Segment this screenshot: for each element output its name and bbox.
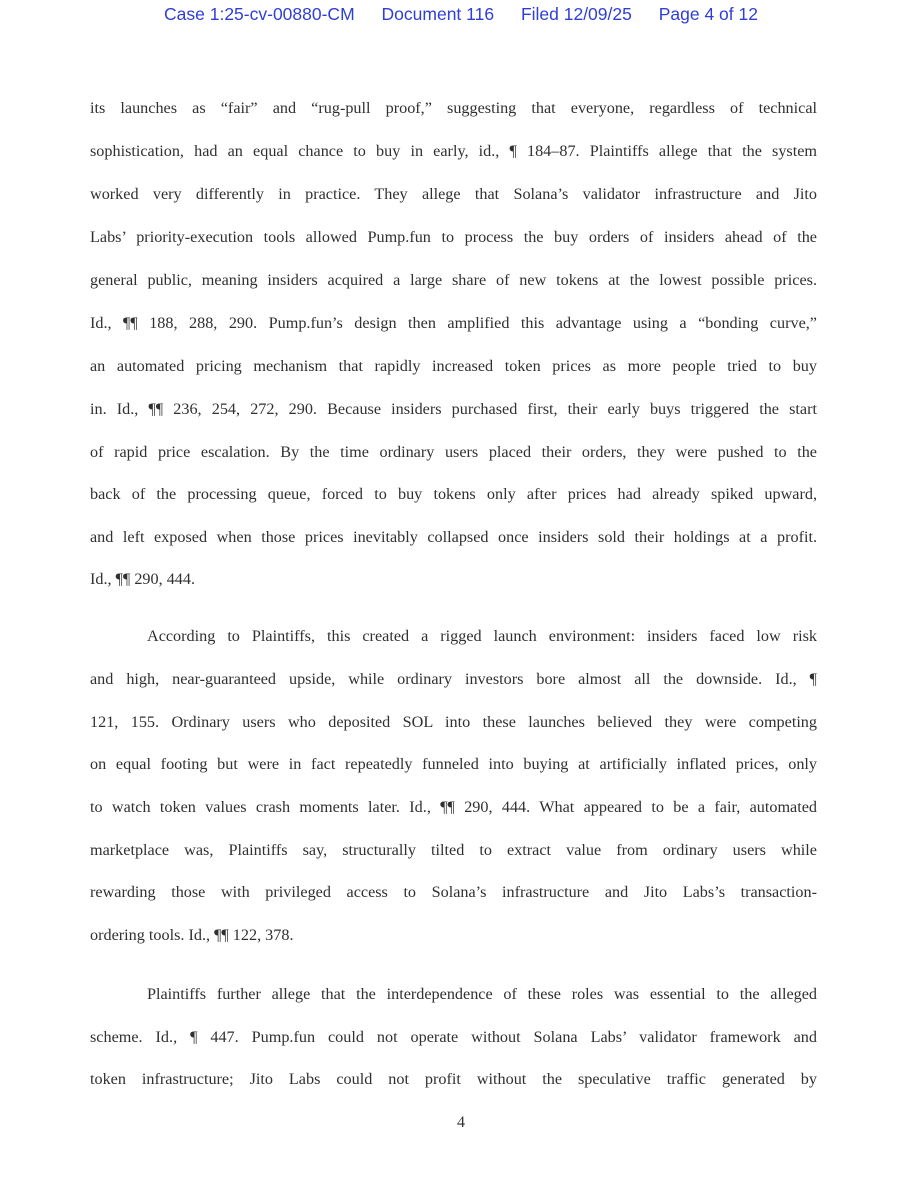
text-line: and high, near-guaranteed upside, while ordinary investors bore almost all the downside. Id., ¶	[90, 670, 817, 688]
text-line: Labs’ priority-execution tools allowed Pump.fun to process the buy orders of insiders ahead of the	[90, 228, 817, 246]
text-line: rewarding those with privileged access to Solana’s infrastructure and Jito Labs’s transaction-	[90, 883, 817, 901]
case-number: Case 1:25-cv-00880-CM	[164, 4, 355, 24]
text-line: to watch token values crash moments later. Id., ¶¶ 290, 444. What appeared to be a fair, automated	[90, 798, 817, 816]
text-line: According to Plaintiffs, this created a rigged launch environment: insiders faced low risk	[147, 627, 817, 645]
text-line: Plaintiffs further allege that the interdependence of these roles was essential to the alleged	[147, 985, 817, 1003]
text-line: its launches as “fair” and “rug-pull proof,” suggesting that everyone, regardless of technical	[90, 99, 817, 117]
text-line: of rapid price escalation. By the time ordinary users placed their orders, they were pushed to the	[90, 443, 817, 461]
text-line: 121, 155. Ordinary users who deposited SOL into these launches believed they were competing	[90, 713, 817, 731]
text-line: sophistication, had an equal chance to buy in early, id., ¶ 184–87. Plaintiffs allege that the system	[90, 142, 817, 160]
text-line: token infrastructure; Jito Labs could not profit without the speculative traffic generated by	[90, 1070, 817, 1088]
text-line: marketplace was, Plaintiffs say, structurally tilted to extract value from ordinary users while	[90, 841, 817, 859]
page-indicator: Page 4 of 12	[658, 4, 758, 24]
document-number: Document 116	[381, 4, 495, 24]
text-line: Id., ¶¶ 188, 288, 290. Pump.fun’s design then amplified this advantage using a “bonding curve,”	[90, 314, 817, 332]
text-line: in. Id., ¶¶ 236, 254, 272, 290. Because insiders purchased first, their early buys triggered the start	[90, 400, 817, 418]
text-line: Id., ¶¶ 290, 444.	[90, 570, 196, 588]
text-line: on equal footing but were in fact repeatedly funneled into buying at artificially inflated prices, only	[90, 755, 817, 773]
text-line: back of the processing queue, forced to buy tokens only after prices had already spiked upward,	[90, 485, 817, 503]
text-line: and left exposed when those prices inevitably collapsed once insiders sold their holdings at a profit.	[90, 528, 817, 546]
text-line: general public, meaning insiders acquired a large share of new tokens at the lowest possible prices.	[90, 271, 817, 289]
text-line: scheme. Id., ¶ 447. Pump.fun could not operate without Solana Labs’ validator framework and	[90, 1028, 817, 1046]
text-line: an automated pricing mechanism that rapidly increased token prices as more people tried to buy	[90, 357, 817, 375]
court-filing-header	[0, 4, 922, 25]
page-number: 4	[457, 1114, 465, 1131]
filed-date: Filed 12/09/25	[520, 4, 632, 24]
text-line: worked very differently in practice. They allege that Solana’s validator infrastructure and Jito	[90, 185, 817, 203]
text-line: ordering tools. Id., ¶¶ 122, 378.	[90, 926, 294, 944]
